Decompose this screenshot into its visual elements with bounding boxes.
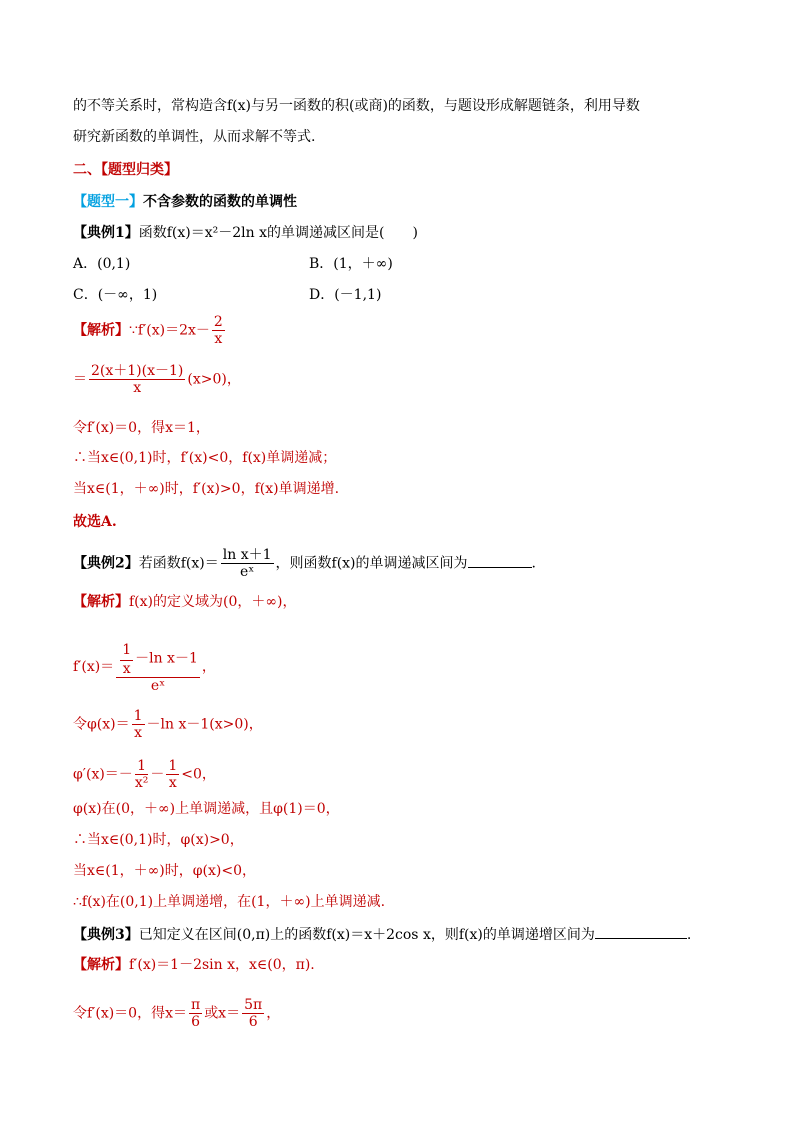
intro-line-2: 研究新函数的单调性，从而求解不等式. xyxy=(73,129,316,145)
ex2-step-5: φ(x)在(0，＋∞)上单调递减，且φ(1)＝0， xyxy=(73,801,340,817)
ex1-analysis-label: 【解析】 xyxy=(73,322,129,339)
ex1-analysis-1 xyxy=(73,314,227,347)
ex3-analysis-label: 【解析】 xyxy=(73,957,129,973)
ex2-question-frac: $\frac{\text{ln x＋1}}{\text{eˣ}}$ xyxy=(222,547,272,580)
intro-line-1: 的不等关系时，常构造含f(x)与另一函数的积(或商)的函数，与题设形成解题链条，利用导数 xyxy=(73,98,640,114)
ex1-question: 函数f(x)＝x²－2ln x的单调递减区间是( ) xyxy=(138,225,418,241)
ex1-option-a: A．(0,1) xyxy=(73,256,131,272)
ex1-frac-1: $\frac{2}{x}$ xyxy=(213,314,223,347)
ex2-analysis-3: 令φ(x)＝ $\frac{1}{x}$ －ln x－1(x>0)， xyxy=(73,708,263,741)
ex1-question-line xyxy=(73,223,418,243)
ex1-step-1: ∵f′(x)＝2x－ xyxy=(129,322,210,339)
ex1-step-3: 令f′(x)＝0，得x＝1， xyxy=(73,420,210,436)
ex2-step-6: ∴当x∈(0,1)时，φ(x)>0， xyxy=(73,832,244,848)
ex2-answer-blank[interactable] xyxy=(468,553,532,568)
type1-tag: 【题型一】 xyxy=(73,194,143,210)
ex2-label: 【典例2】 xyxy=(73,555,139,572)
ex3-question-line: 【典例3】已知定义在区间(0,π)上的函数f(x)＝x＋2cos x，则f(x)的单调递增区间为 . xyxy=(73,924,691,945)
ex1-option-d: D．(－1,1) xyxy=(309,287,382,303)
type1-title: 不含参数的函数的单调性 xyxy=(143,194,297,210)
ex2-frac-derivative: $\frac{1}{x}$ －ln x－1 eˣ xyxy=(116,640,200,694)
ex3-analysis-2: 令f′(x)＝0，得x＝ $\frac{\pi}{6}$ 或x＝ $\frac{5\pi}{6}$ ， xyxy=(73,997,281,1030)
ex3-answer-blank[interactable] xyxy=(595,924,687,939)
ex2-analysis-1: 【解析】f(x)的定义域为(0，＋∞)， xyxy=(73,594,297,610)
ex1-label: 【典例1】 xyxy=(73,225,139,241)
ex1-analysis-2: ＝ $\frac{2(x+1)(x-1)}{x}$ (x>0)， xyxy=(73,363,241,396)
ex2-analysis-4: φ′(x)＝－ $\frac{1}{\text{x²}}$ － $\frac{1}{x}$ <0， xyxy=(73,758,216,791)
ex1-frac-2: $\frac{2(x+1)(x-1)}{x}$ xyxy=(91,363,184,396)
ex2-step-7: 当x∈(1，＋∞)时，φ(x)<0， xyxy=(73,863,257,879)
ex2-analysis-2: f′(x)＝ $\frac{1}{x}$ －ln x－1 eˣ ， xyxy=(73,642,216,694)
ex1-step-5: 当x∈(1，＋∞)时，f′(x)>0，f(x)单调递增. xyxy=(73,481,340,497)
ex1-answer: 故选A. xyxy=(73,514,117,530)
ex1-option-c: C．(－∞，1) xyxy=(73,287,158,303)
ex1-option-b: B．(1，＋∞) xyxy=(309,256,393,272)
type1-heading xyxy=(73,192,297,212)
ex3-label: 【典例3】 xyxy=(73,927,139,943)
ex2-step-8: ∴f(x)在(0,1)上单调递增，在(1，＋∞)上单调递减. xyxy=(73,894,386,910)
ex1-step-4: ∴当x∈(0,1)时，f′(x)<0，f(x)单调递减； xyxy=(73,450,337,466)
ex2-analysis-label: 【解析】 xyxy=(73,594,129,610)
ex2-question-line: 【典例2】若函数f(x)＝ $\frac{\text{ln x＋1}}{\text{eˣ}}$ ，则函数f(x)的单调递减区间为 . xyxy=(73,547,536,580)
section-title: 二、【题型归类】 xyxy=(73,162,178,178)
ex3-analysis-1: 【解析】f′(x)＝1－2sin x，x∈(0，π). xyxy=(73,957,315,973)
